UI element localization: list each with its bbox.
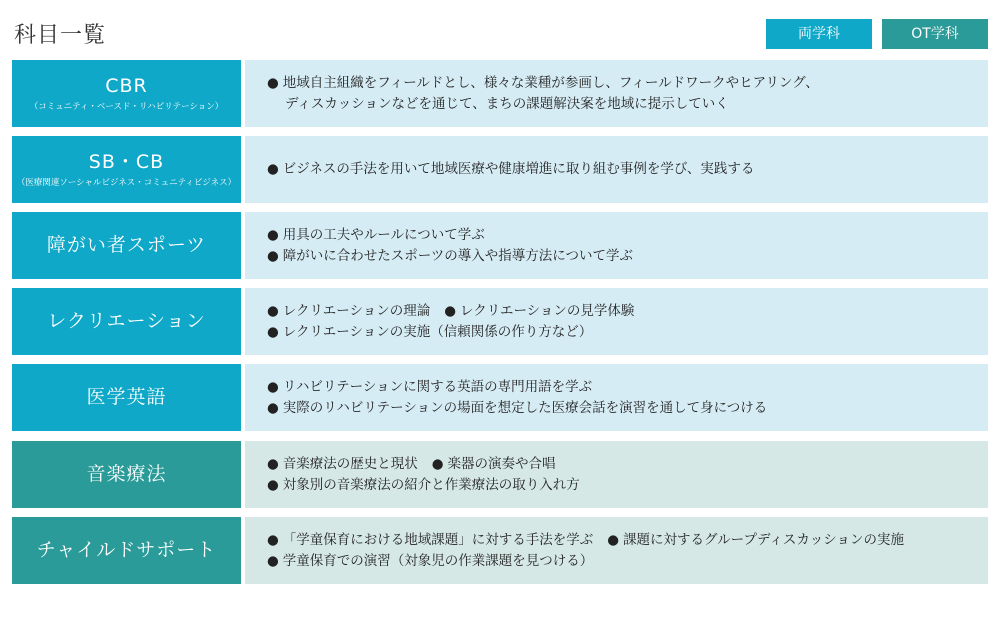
course-name: チャイルドサポート: [36, 539, 217, 562]
course-row: [12, 60, 988, 127]
course-description: [245, 517, 988, 584]
course-subname: （コミュニティ・ベースド・リハビリテーション）: [29, 102, 224, 113]
course-label: [12, 288, 241, 355]
course-description: [245, 441, 988, 508]
bullet-item: ● 対象別の音楽療法の紹介と作業療法の取り入れ方: [267, 475, 580, 496]
bullet-item: ● 地域自主組織をフィールドとし、様々な業種が参画し、フィールドワークやヒアリング、: [267, 73, 819, 94]
legend-ot-department: OT学科: [882, 19, 988, 49]
description-line: [267, 530, 988, 551]
course-name: レクリエーション: [47, 310, 206, 333]
course-subname: （医療関連ソーシャルビジネス・コミュニティビジネス）: [16, 178, 237, 189]
course-row: [12, 212, 988, 279]
description-line: [267, 398, 988, 419]
description-line: [267, 377, 988, 398]
course-description: [245, 364, 988, 431]
course-name: 障がい者スポーツ: [46, 234, 207, 257]
legend: [766, 19, 988, 49]
description-line: [267, 475, 988, 496]
course-row: [12, 136, 988, 203]
page-title: 科目一覧: [14, 23, 107, 48]
bullet-item: ● リハビリテーションに関する英語の専門用語を学ぶ: [267, 377, 592, 398]
course-label: [12, 212, 241, 279]
course-list: [12, 60, 988, 593]
course-description: [245, 60, 988, 127]
bullet-item: ● 実際のリハビリテーションの場面を想定した医療会話を演習を通して身につける: [267, 398, 767, 419]
description-line: [267, 322, 988, 343]
course-row: [12, 288, 988, 355]
course-row: [12, 441, 988, 508]
course-description: [245, 288, 988, 355]
legend-both-departments: 両学科: [766, 19, 872, 49]
course-label: [12, 136, 241, 203]
course-name: CBR: [105, 74, 148, 97]
bullet-item: ● 音楽療法の歴史と現状: [267, 454, 418, 475]
course-name: 医学英語: [86, 386, 167, 409]
course-name: 音楽療法: [86, 463, 167, 486]
bullet-item: ● レクリエーションの実施（信頼関係の作り方など）: [267, 322, 592, 343]
course-row: [12, 364, 988, 431]
description-continuation: ディスカッションなどを通じて、まちの課題解決案を地域に提示していく: [285, 95, 729, 112]
bullet-item: ● 「学童保育における地域課題」に対する手法を学ぶ: [267, 530, 593, 551]
course-row: [12, 517, 988, 584]
description-line: [267, 225, 988, 246]
description-line: [267, 246, 988, 267]
course-name: SB・CB: [88, 150, 165, 173]
course-label: [12, 441, 241, 508]
bullet-item: ● 障がいに合わせたスポーツの導入や指導方法について学ぶ: [267, 246, 633, 267]
bullet-item: ● レクリエーションの見学体験: [444, 301, 634, 322]
bullet-item: ● 楽器の演奏や合唱: [432, 454, 556, 475]
bullet-item: ● 用具の工夫やルールについて学ぶ: [267, 225, 485, 246]
description-line: [267, 551, 988, 572]
description-line: [267, 159, 988, 180]
course-label: [12, 60, 241, 127]
bullet-item: ● 課題に対するグループディスカッションの実施: [607, 530, 904, 551]
course-description: [245, 136, 988, 203]
bullet-item: ● レクリエーションの理論: [267, 301, 430, 322]
bullet-item: ● 学童保育での演習（対象児の作業課題を見つける）: [267, 551, 593, 572]
description-line: [267, 73, 988, 94]
bullet-item: ● ビジネスの手法を用いて地域医療や健康増進に取り組む事例を学び、実践する: [267, 159, 754, 180]
course-label: [12, 364, 241, 431]
course-label: [12, 517, 241, 584]
course-description: [245, 212, 988, 279]
description-line: [267, 454, 988, 475]
description-line: [267, 301, 988, 322]
